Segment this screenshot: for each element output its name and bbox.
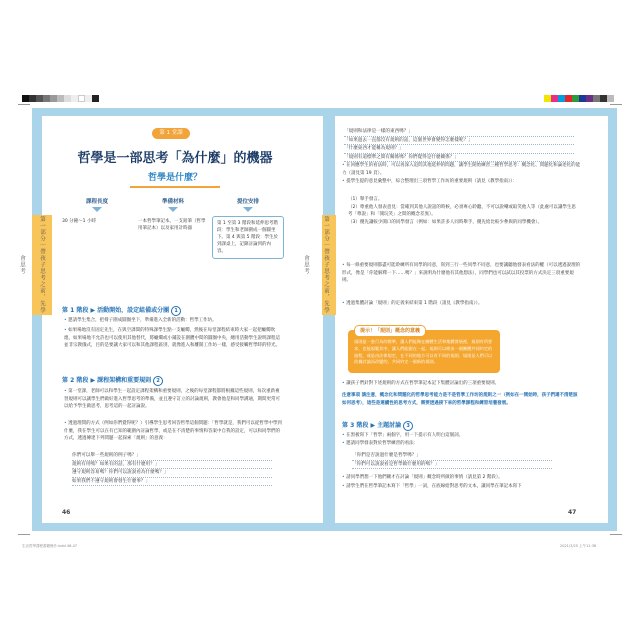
side-tab-left: 第一部分｜帶孩子思考之前，先學會思考 xyxy=(32,215,52,315)
rule-item: （1）舉手發言。 xyxy=(348,197,383,202)
bullet-text: 邀請學生集合，把椅子圍成圓圈坐下，準備進入全新的活動：哲學工作坊。 xyxy=(68,318,217,323)
question-line: 「規則和法律是一樣的東西嗎？」 xyxy=(344,128,574,137)
bullet-text: 請同學們想一下他們剛才在討論「規則」概念時所做的事情（請見第 2 階段）。 xyxy=(346,475,503,480)
section-label: 第 2 階段 ▶ 課程架構和重要規則 xyxy=(62,377,152,384)
crop-mark xyxy=(18,534,30,535)
column-body: 一本哲學筆記本、一支鉛筆（哲學用筆記本）以及家用計時器 xyxy=(138,219,206,231)
column-heading: 課程長度 xyxy=(85,199,108,205)
question-list xyxy=(72,452,272,486)
list-item: • 邀請學生集合，把椅子圍成圓圈坐下，準備進入全新的活動：哲學工作坊。 xyxy=(64,318,217,323)
question-line: 如果我們不遵守規則會發生什麼事？」 xyxy=(72,478,272,487)
question-list xyxy=(344,128,574,162)
bullet-text: 透過理問的方式（例如你們覺得呢？）引導學生思考回答哲學這個問題：「哲學就是，我們可以從哲學中學到什麼，我在學生可以在有已知的範圍內討論哲學，或是在不清楚的事情和答案中自我的設定，可以和同學們的方式，透過傳達下列問題一起探索「規則」的意義： xyxy=(64,421,282,441)
footer-file-info: 生活哲學課程書籍簡介.indd 46-47 xyxy=(22,544,78,548)
question-line: 規則有用嗎？如果有的話，那有什麼用？」 xyxy=(72,461,272,470)
bullet-text: 第一堂課，老師可以和學生一起設定課程架構和重要規則，之後的每堂課程都將根據這些規則，每次重新複習規則可以讓學生們做好進入哲學思考的準備，並且遵守訂立的討論規則，教會他是和同學溝通，期間更常可以給予學生做思考，思考這的一起討論說。 xyxy=(64,389,280,409)
arrow-down-icon xyxy=(168,207,178,212)
section-label: 第 1 階段 ▶ 活動開始，設定組備或分團 xyxy=(62,307,170,314)
list-item: • 每一條重要規則都盡可能聆練所有同學的同意，寫到三行一些同學不同意，也要讓聽他發表看法的權（可以透過說理的形式，像是「你能解釋一下……嗎？」來說明為什麼他有其他想法），同學們也可以試以其投票的方式決定三項重要規則。 xyxy=(342,263,581,283)
question-line: 「如果過去一直都沒有規則的話，這個世界會變得怎麼樣呢？」 xyxy=(344,137,574,146)
crop-mark xyxy=(610,534,622,535)
page-number: 46 xyxy=(62,509,71,516)
section-heading-stage-3 xyxy=(342,420,413,431)
arrow-down-icon xyxy=(243,207,253,212)
list-item: • 請同學們想一下他們剛才在討論「規則」概念時所做的事情（請見第 2 階段）。 xyxy=(342,475,503,480)
side-tab-right: 第一部分｜帶孩子思考之前，先學會思考 xyxy=(322,215,336,315)
rule-item: （2）尊重他人發表意見：當確到其他人說話的時候，必須專心聆聽，不可以說嘲或取笑他人等（此處可以讓學生思考「尊說」和「開玩笑」之間的概念差異）。 xyxy=(348,204,576,217)
bullet-text: 在黑板寫下「哲學」兩個字，用一下提示有人明白這個詞。 xyxy=(346,433,464,438)
footer-timestamp: 2021/3/25 上午11:36 xyxy=(560,544,597,548)
column-heading: 提位安排 xyxy=(236,199,259,205)
list-item: • 透過理問的方式（例如你們覺得呢？）引導學生思考回答哲學這個問題：「哲學就是，我們可以從哲學中學到什麼，我在學生可以在有已知的範圍內討論哲學，或是在不清楚的事情和答案中自我的設定，可以和同學們的方式，透過傳達下列問題一起探索「規則」的意義： xyxy=(64,421,282,441)
column-heading: 準備材料 xyxy=(161,199,184,205)
question-line: 「什麼東西才能稱為規則？」 xyxy=(344,145,574,154)
step-number-icon: 2 xyxy=(153,376,163,386)
tip-box xyxy=(348,330,500,373)
column-body: 第 1 至第 3 階段和延伸思考階段：學生和老師圍成一個圓坐下。第 4 與第 5 階段：學生於到課桌上，記錄討論到的內容。 xyxy=(212,216,284,259)
list-item: • 在回應學生的看法時，可以再深入追問其他延伸的問題，讓學生開始練習三種哲學思考：概念化、問題化和論述化的能力（請見第 19 頁）。 xyxy=(342,163,581,176)
color-calibration-strip-left xyxy=(22,95,99,102)
bullet-text: 提學生提的意見彙整中，綜合整理出三項哲學工作坊的重要規則（請見《教學指南》）： xyxy=(346,179,518,184)
page-number: 47 xyxy=(568,509,577,516)
note-body: 讓孩子們針對下述規則的方式在哲學筆記本記下集體討論出的三項重要規則。 xyxy=(346,381,500,386)
question-line: 遵守規則容易嗎？你們可以說說看為什麼嗎？」 xyxy=(72,469,272,478)
list-item: • 如果場地沒有固定先生，在與空課間的特殊課學生點一支蠟燭，然後在每堂課程結束時大家一起把蠟燭吹熄，如果場地不允許也可以使用其他替代，將蠟燭或小鋪設在圍體中間的圓圈中央，總用活動學生說明課程這並非宗教儀式，目的是要讓大家可以和其他課程區別，就像進入和離開工作坊一樣，感受接觸哲學時的特光。 xyxy=(64,328,280,348)
tip-heading: 提示！「規則」概念的意義 xyxy=(354,325,426,337)
crop-mark xyxy=(610,104,622,105)
bullet-text: 在回應學生的看法時，可以再深入追問其他延伸的問題，讓學生開始練習三種哲學思考：概念化、問題化和論述化的能力（請見第 19 頁）。 xyxy=(342,163,581,176)
color-calibration-strip-right xyxy=(544,95,614,102)
bullet-text: 如果場地沒有固定先生，在與空課間的特殊課學生點一支蠟燭，然後在每堂課程結束時大家一起把蠟燭吹熄，如果場地不允許也可以使用其他替代，將蠟燭或小鋪設在圍體中間的圓圈中央，總用活動學生說明課程這並非宗教儀式，目的是要讓大家可以和其他課程區別，就像進入和離開工作坊一樣，感受接觸哲學時的特光。 xyxy=(64,328,280,348)
question-line: 「你們是否說過什麼是哲學嗎？」 xyxy=(352,452,552,461)
remark-text: 注意事項 請注意，概念化和問題化的哲學思考能力是不是哲學工作坊的規則之一（例如在一開始時，孩子們還不清楚該如何思考），這些是連續性的思考方式，需要透過接下來的哲學課程和練習培養發展。 xyxy=(342,393,578,406)
column-seating xyxy=(212,197,284,259)
column-body: 30 分鐘～1 小時 xyxy=(62,219,96,224)
note-text: • 讓孩子們針對下述規則的方式在哲學筆記本記下集體討論出的三項重要規則。 xyxy=(342,381,500,386)
list-item: • 透過集體討論「規則」的定義來結束第 1 階段（請見《教學指南》）。 xyxy=(342,301,483,306)
step-number-icon: 1 xyxy=(171,306,181,316)
question-line: 「規則有道標準之間有關係嗎？你們覺得是什麼關係？」 xyxy=(344,154,574,163)
bullet-text: 透過集體討論「規則」的定義來結束第 1 階段（請見《教學指南》）。 xyxy=(346,301,483,306)
tip-body: 規則是一套行為的標準，讓人們能夠在團體生活和集體發展裡，規則有所要求，也能規範其中，讓人們能跟在一起。規則可以經由一個團體共同約定的過程，或是由法律規定，在不同的地方可以有不同的規則、規則是人們可以依據討論而改變的，共同約定一個新的規則。 xyxy=(354,339,493,365)
section-heading-stage-1 xyxy=(62,305,181,316)
section-label: 第 3 階段 ▶ 主題討論 xyxy=(342,422,402,429)
page-title: 哲學是一部思考「為什麼」的機器 xyxy=(77,151,273,166)
section-heading-stage-2 xyxy=(62,375,163,386)
crop-mark xyxy=(18,104,30,105)
column-materials xyxy=(138,197,208,232)
arrow-down-icon xyxy=(92,207,102,212)
rule-list xyxy=(348,196,580,226)
column-course-length xyxy=(62,197,132,225)
question-line: 「你們可以說說看是哲學做什麼用的嗎？」 xyxy=(352,461,552,470)
question-list xyxy=(352,452,552,469)
list-item: • 在黑板寫下「哲學」兩個字，用一下提示有人明白這個詞。 xyxy=(342,433,464,438)
list-item: • 請學生們在哲學筆記本寫下「哲學」一詞，在底線給對思考的文本，讓同學在筆記本寫下 xyxy=(342,484,522,489)
bullet-text: 每一條重要規則都盡可能聆練所有同學的同意，寫到三行一些同學不同意，也要讓聽他發表看法的權（可以透過說理的形式，像是「你能解釋一下……嗎？」來說明為什麼他有其他想法），同學們也可以試以其投票的方式決定三項重要規則。 xyxy=(342,263,581,283)
rule-item: （3）優先讓較少開口的同學發言（例如：如果許多人同時舉手，優先給比較少參與的同學機會）。 xyxy=(348,219,543,225)
list-item: • 提學生提的意見彙整中，綜合整理出三項哲學工作坊的重要規則（請見《教學指南》）： xyxy=(342,179,518,184)
list-item: • 邀請同學發表對於哲學練習的看法： xyxy=(342,441,419,446)
bullet-text: 邀請同學發表對於哲學練習的看法： xyxy=(346,441,419,446)
list-item: • 第一堂課，老師可以和學生一起設定課程架構和重要規則，之後的每堂課程都將根據這些規則，每次重新複習規則可以讓學生們做好進入哲學思考的準備，並且遵守訂立的討論規則，教會他是和同學溝通，期間更常可以給予學生做思考，思考這的一起討論說。 xyxy=(64,389,280,409)
bullet-text: 請學生們在哲學筆記本寫下「哲學」一詞，在底線給對思考的文本，讓同學在筆記本寫下 xyxy=(346,484,522,489)
question-line: 你們可以舉一些規則的例子嗎？」 xyxy=(72,452,272,461)
step-number-icon: 3 xyxy=(403,421,413,431)
lesson-badge: 第 1 堂課 xyxy=(152,128,190,139)
page-subtitle: 哲學是什麼？ xyxy=(130,170,220,188)
